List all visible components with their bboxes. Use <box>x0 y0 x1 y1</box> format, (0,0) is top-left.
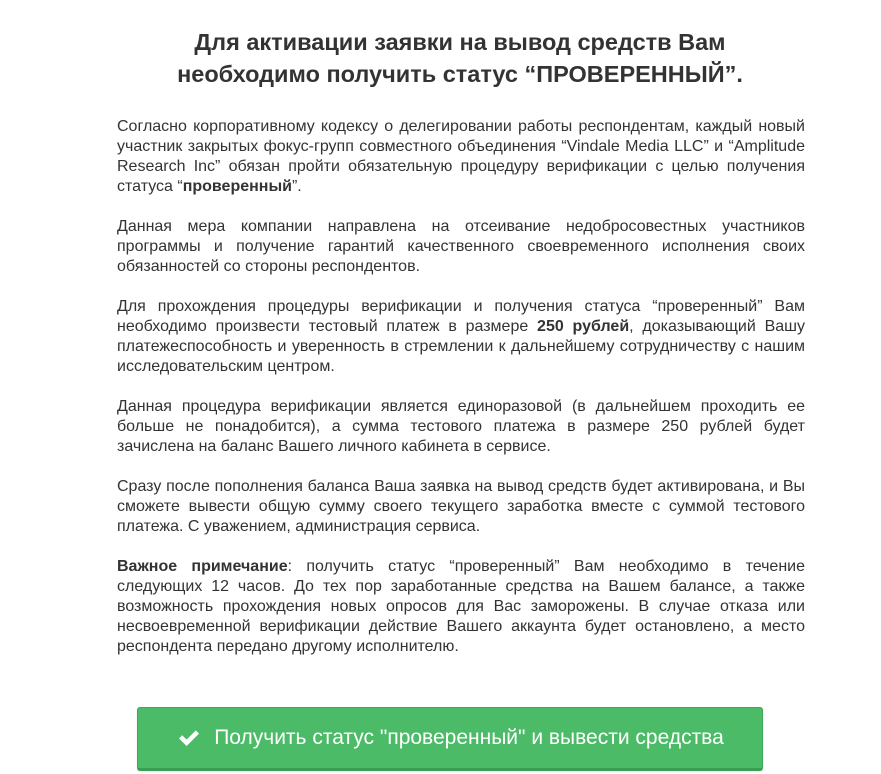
status-emphasis: проверенный <box>182 178 292 195</box>
page-title-line-1: Для активации заявки на вывод средств Вам <box>194 29 726 55</box>
paragraph-corporate-code <box>117 117 805 197</box>
payment-amount: 250 рублей <box>537 318 630 335</box>
page-title <box>120 26 800 90</box>
get-verified-status-label: Получить статус "проверенный" и вывести средства <box>214 726 724 749</box>
page-title-line-2: необходимо получить статус “ПРОВЕРЕННЫЙ”. <box>177 61 743 87</box>
paragraph-company-measure: Данная мера компании направлена на отсеивание недобросовестных участников программы и получение гарантий качественного своевременного исполнения своих обязанностей со стороны респондентов. <box>117 218 805 275</box>
paragraph-text: , доказывающий Вашу платежеспособность и уверенность в стремлении к дальнейшему сотрудничеству с нашим исследовательским центром. <box>117 318 805 375</box>
check-icon <box>176 725 202 751</box>
paragraph-test-payment <box>117 297 805 377</box>
paragraph-important-note <box>117 557 805 657</box>
message-body <box>117 117 805 677</box>
paragraph-one-time: Данная процедура верификации является единоразовой (в дальнейшем проходить ее больше не понадобится), а сумма тестового платежа в размере 250 рублей будет зачислена на баланс Вашего личного кабинета в сервисе. <box>117 398 805 455</box>
paragraph-text: Для прохождения процедуры верификации и получения статуса “проверенный” Вам необходимо произвести тестовый платеж в размере <box>117 298 805 335</box>
paragraph-text: Согласно корпоративному кодексу о делегировании работы респондентам, каждый новый участник закрытых фокус-групп совместного объединения “Vindale Media LLC” и “Amplitude Research Inc” обязан пройти обязательную процедуру верификации с целью получения статуса “ <box>117 118 805 195</box>
get-verified-status-button[interactable] <box>137 707 763 771</box>
paragraph-text: ”. <box>291 178 302 195</box>
important-note-label: Важное примечание <box>117 558 288 575</box>
paragraph-text: : получить статус “проверенный” Вам необходимо в течение следующих 12 часов. До тех пор заработанные средства на Вашем балансе, а также возможность прохождения новых опросов для Вас заморожены. В случае отказа или несвоевременной верификации действие Вашего аккаунта будет остановлено, а место респондента передано другому исполнителю. <box>117 558 806 655</box>
paragraph-after-payment: Сразу после пополнения баланса Ваша заявка на вывод средств будет активирована, и Вы сможете вывести общую сумму своего текущего заработка вместе с суммой тестового платежа. С уважением, администрация сервиса. <box>117 478 805 535</box>
